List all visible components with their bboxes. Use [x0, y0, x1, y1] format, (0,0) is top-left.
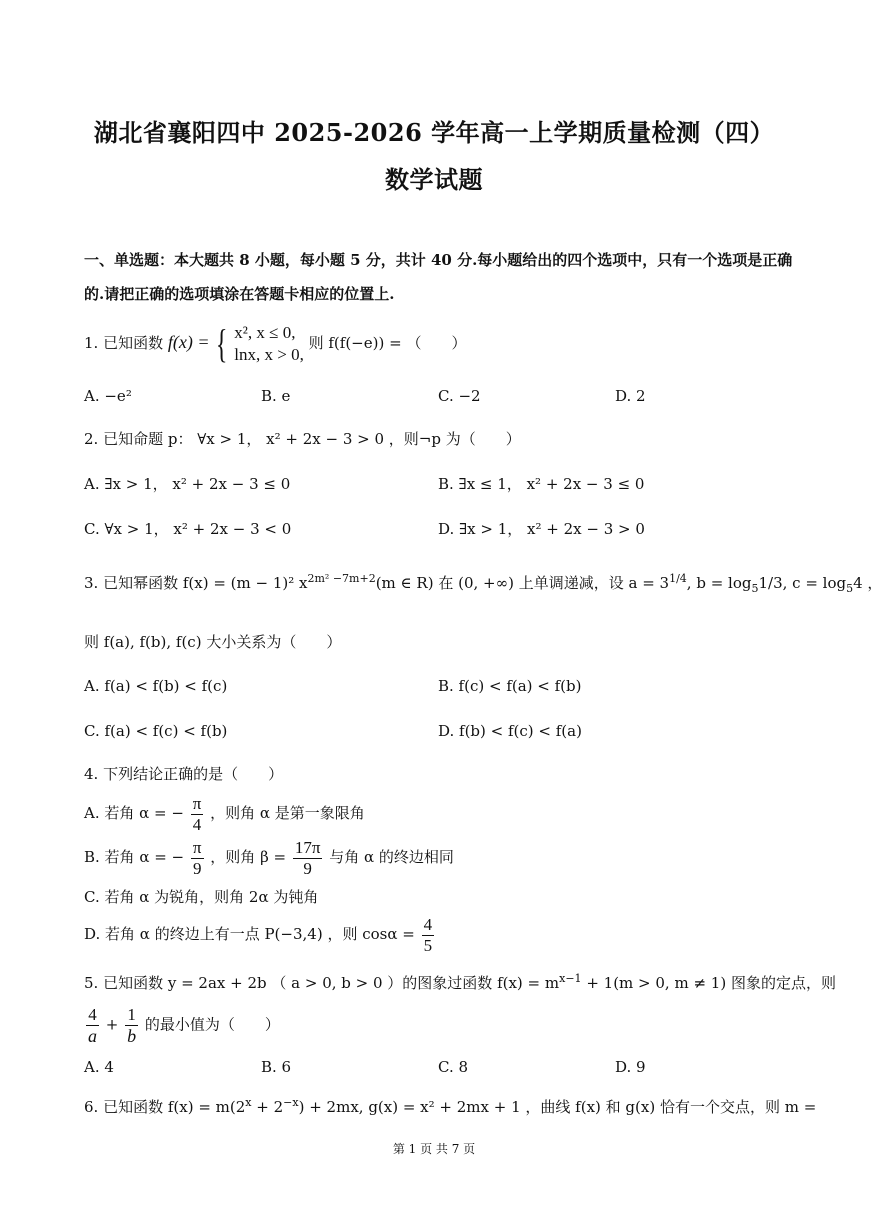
- fraction: [293, 838, 323, 878]
- fraction-den: b: [127, 1025, 137, 1046]
- q3-option-b: B. f(c) < f(a) < f(b): [438, 677, 582, 695]
- q3-subscript: 5: [751, 582, 759, 595]
- q3-text-e: 4 ，: [853, 574, 882, 592]
- q6-text-b: + 2: [251, 1098, 284, 1116]
- q1-option-d: D. 2: [615, 387, 646, 405]
- q2-option-d: D. ∃x > 1， x² + 2x − 3 > 0: [438, 520, 645, 538]
- fraction: [191, 794, 204, 834]
- q3-text-a: 3. 已知幂函数 f(x) = (m − 1)² x: [84, 574, 308, 592]
- q5-option-d: D. 9: [615, 1058, 646, 1076]
- q3-text-d: 1/3, c = log: [758, 574, 847, 592]
- fraction-den: 9: [303, 858, 312, 878]
- question-2: 2. 已知命题 p： ∀x > 1， x² + 2x − 3 > 0 ，则¬p 为（ ）: [84, 430, 521, 448]
- q5-text-a: 5. 已知函数 y = 2ax + 2b （ a > 0, b > 0 ）的图象过函数 f(x) = m: [84, 974, 560, 992]
- q2-option-c: C. ∀x > 1， x² + 2x − 3 < 0: [84, 520, 292, 538]
- piecewise-cases: [234, 322, 304, 366]
- q4-option-d: [84, 915, 436, 955]
- fraction-num: 17π: [294, 838, 321, 857]
- q6-exponent-1: x: [245, 1096, 252, 1109]
- q6-text-a: 6. 已知函数 f(x) = m(2: [84, 1098, 246, 1116]
- fraction-num: 4: [86, 1005, 99, 1026]
- fraction-den: 5: [423, 935, 433, 955]
- question-3: [84, 572, 882, 595]
- q1-stem-after: 则 f(f(−e)) = （ ）: [308, 334, 467, 353]
- section-heading: 一、单选题：本大题共 8 小题，每小题 5 分，共计 40 分.每小题给出的四个选项中，只有一个选项是正确: [84, 251, 793, 269]
- q4-option-c: C. 若角 α 为锐角，则角 2α 为钝角: [84, 888, 319, 906]
- q4b-pre: B. 若角 α = −: [84, 848, 185, 867]
- page-footer: 第 1 页 共 7 页: [392, 1142, 476, 1156]
- q4d-pre: D. 若角 α 的终边上有一点 P(−3,4) ，则 cosα =: [84, 925, 415, 944]
- q5-line-2: [84, 1005, 280, 1046]
- q3-subscript-2: 5: [846, 582, 854, 595]
- fraction-num: π: [192, 794, 202, 813]
- question-5: [84, 972, 836, 993]
- q1-option-a: A. −e²: [84, 387, 132, 405]
- fraction: [86, 1005, 99, 1046]
- q3-option-d: D. f(b) < f(c) < f(a): [438, 722, 582, 740]
- fraction: [422, 915, 435, 955]
- q3-exponent-2: 1/4: [669, 572, 687, 585]
- q4-option-a: [84, 794, 365, 834]
- fraction-den: 4: [192, 814, 202, 834]
- q6-text-c: ) + 2mx, g(x) = x² + 2mx + 1 ，曲线 f(x) 和 g(x) 恰有一个交点，则 m =: [298, 1098, 817, 1116]
- q5-option-b: B. 6: [261, 1058, 292, 1076]
- q2-option-b: B. ∃x ≤ 1， x² + 2x − 3 ≤ 0: [438, 475, 645, 493]
- q3-exponent: 2m² −7m+2: [307, 572, 376, 585]
- q3-line-2: 则 f(a), f(b), f(c) 大小关系为（ ）: [84, 633, 342, 651]
- q3-option-c: C. f(a) < f(c) < f(b): [84, 722, 228, 740]
- document-subtitle: 数学试题: [385, 165, 483, 194]
- q5-option-c: C. 8: [438, 1058, 469, 1076]
- q1-option-c: C. −2: [438, 387, 481, 405]
- fraction-den: 9: [192, 858, 202, 878]
- q3-text-b: (m ∈ R) 在 (0, +∞) 上单调递减，设 a = 3: [375, 574, 670, 592]
- q5-exponent: x−1: [559, 972, 582, 985]
- q1-option-b: B. e: [261, 387, 291, 405]
- q2-option-a: A. ∃x > 1， x² + 2x − 3 ≤ 0: [84, 475, 291, 493]
- q4a-pre: A. 若角 α = −: [84, 804, 184, 823]
- q4b-mid: ，则角 β =: [210, 848, 287, 867]
- q4-option-b: [84, 838, 454, 878]
- question-6: [84, 1096, 816, 1117]
- q1-number: 1. 已知函数: [84, 334, 164, 353]
- q1-function: f(x) =: [167, 332, 210, 353]
- fraction-num: 1: [125, 1005, 138, 1026]
- fraction-num: π: [192, 838, 202, 857]
- q3-option-a: A. f(a) < f(b) < f(c): [84, 677, 228, 695]
- q6-exponent-2: −x: [283, 1096, 299, 1109]
- q5-text-b: + 1(m > 0, m ≠ 1) 图象的定点，则: [581, 974, 836, 992]
- plus-sign: +: [105, 1015, 119, 1034]
- q5-option-a: A. 4: [84, 1058, 114, 1076]
- case-2: lnx, x > 0,: [234, 345, 304, 365]
- fraction: [125, 1005, 138, 1046]
- fraction-den: a: [88, 1025, 97, 1046]
- fraction: [191, 838, 204, 878]
- q4a-post: ，则角 α 是第一象限角: [210, 804, 365, 823]
- fraction-num: 4: [423, 915, 433, 934]
- q5-post: 的最小值为（ ）: [144, 1015, 280, 1034]
- question-4: 4. 下列结论正确的是（ ）: [84, 765, 284, 783]
- section-heading-cont: 的.请把正确的选项填涂在答题卡相应的位置上.: [84, 285, 395, 303]
- brace-symbol: {: [216, 321, 228, 367]
- q4b-post: 与角 α 的终边相同: [329, 848, 454, 867]
- q3-text-c: , b = log: [686, 574, 752, 592]
- document-title: 湖北省襄阳四中 2025-2026 学年高一上学期质量检测（四）: [93, 118, 775, 147]
- question-1: [84, 322, 466, 366]
- case-1: x², x ≤ 0,: [234, 323, 296, 342]
